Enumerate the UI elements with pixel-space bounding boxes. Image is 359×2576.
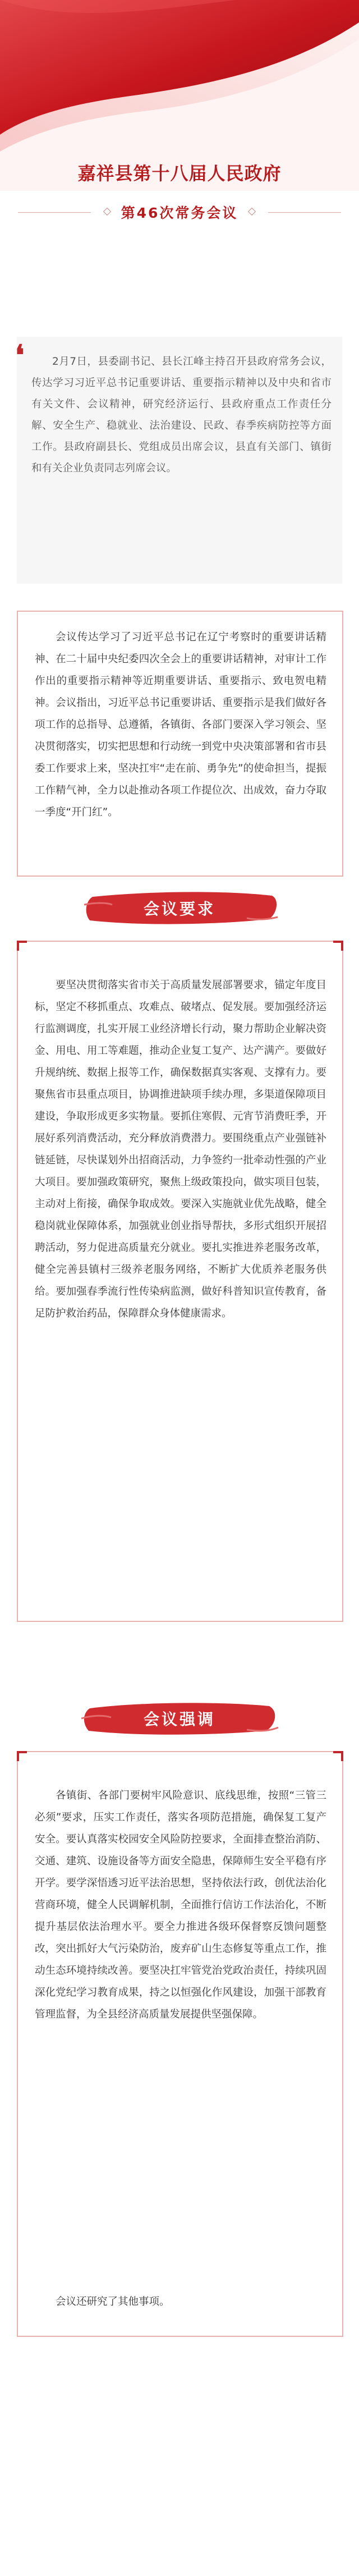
emphasis-box xyxy=(17,1751,343,2337)
diamond-icon xyxy=(248,208,256,216)
diamond-icon xyxy=(103,208,111,216)
summary-text: 会议传达学习了习近平总书记在辽宁考察时的重要讲话精神、在二十届中央纪委四次全会上的重要讲话精神，对审计工作作出的重要指示精神等近期重要讲话、重要指示、致电贺电精神。会议指出，习近平总书记重要讲话、重要指示是我们做好各项工作的总指导、总遵循，各镇街、各部门要深入学习领会、坚决贯彻落实，切实把思想和行动统一到党中央决策部署和省市县委工作要求上来，坚决扛牢“走在前、勇争先”的使命担当，提振工作精气神，全力以赴推动各项工作提位次、出成效，奋力夺取一季度“开门红”。 xyxy=(35,631,326,818)
subtitle-text: 第46次常务会议 xyxy=(121,205,238,221)
intro-text: 2月7日，县委副书记、县长江峰主持召开县政府常务会议，传达学习习近平总书记重要讲话、重要指示精神以及中央和省市有关文件、会议精神，研究经济运行、县政府重点工作责任分解、安全生产、稳就业、法治建设、民政、春季疾病防控等方面工作。县政府副县长、党组成员出席会议，县直有关部门、镇街和有关企业负责同志列席会议。 xyxy=(31,356,332,474)
emphasis-heading: 会议强调 xyxy=(143,1710,215,1729)
requirements-box xyxy=(17,941,343,1622)
emphasis-text: 各镇街、各部门要树牢风险意识、底线思维，按照“三管三必须”要求，压实工作责任，落实各项防范措施，确保复工复产安全。要认真落实校园安全风险防控要求，全面排查整治消防、交通、建筑、设施设备等方面安全隐患，保障师生安全平稳有序开学。要学深悟透习近平法治思想，坚持依法行政，创优法治化营商环境，健全人民调解机制，全面推行信访工作法治化，不断提升基层依法治理水平。要全力推进各级环保督察反馈问题整改，突出抓好大气污染防治，废弃矿山生态修复等重点工作，推动生态环境持续改善。要坚决扛牢管党治党政治责任，持续巩固深化党纪学习教育成果，持之以恒强化作风建设，加强干部教育管理监督，为全县经济高质量发展提供坚强保障。 xyxy=(35,1790,326,2020)
closing-text: 会议还研究了其他事项。 xyxy=(56,2296,170,2308)
corner-decoration xyxy=(17,941,27,951)
corner-decoration xyxy=(333,1751,343,1761)
page-subtitle xyxy=(91,202,269,222)
subtitle-row xyxy=(0,202,359,222)
requirements-heading: 会议要求 xyxy=(143,900,215,918)
intro-panel xyxy=(17,337,342,584)
requirements-text: 要坚决贯彻落实省市关于高质量发展部署要求，锚定年度目标，坚定不移抓重点、攻难点、破堵点、促发展。要加强经济运行监测调度，扎实开展工业经济增长行动，聚力帮助企业解决资金、用电、用工等难题，推动企业复工复产、达产满产。要做好升规纳统、数据上报等工作，确保数据真实客观、支撑有力。要聚焦省市县重点项目，协调推进缺项手续办理，多渠道保障项目建设，争取形成更多实物量。要抓住寒假、元宵节消费旺季，开展好系列消费活动，充分释放消费潜力。要围绕重点产业强链补链延链，尽快谋划外出招商活动，力争签约一批牵动性强的产业大项目。要加强政策研究，聚焦上级政策投向，做实项目包装，主动对上衔接，确保争取成效。要深入实施就业优先战略，健全稳岗就业保障体系，加强就业创业指导帮扶，多形式组织开展招聘活动，努力促进高质量充分就业。要扎实推进养老服务改革，健全完善县镇村三级养老服务网络，不断扩大优质养老服务供给。要加强春季流行性传染病监测，做好科普知识宣传教育，备足防护救治药品，保障群众身体健康需求。 xyxy=(35,979,326,1319)
page-title: 嘉祥县第十八届人民政府 xyxy=(77,163,282,184)
corner-decoration xyxy=(17,1751,27,1761)
summary-box xyxy=(17,611,343,877)
corner-decoration xyxy=(333,941,343,951)
quote-icon: ❛ xyxy=(15,338,25,372)
